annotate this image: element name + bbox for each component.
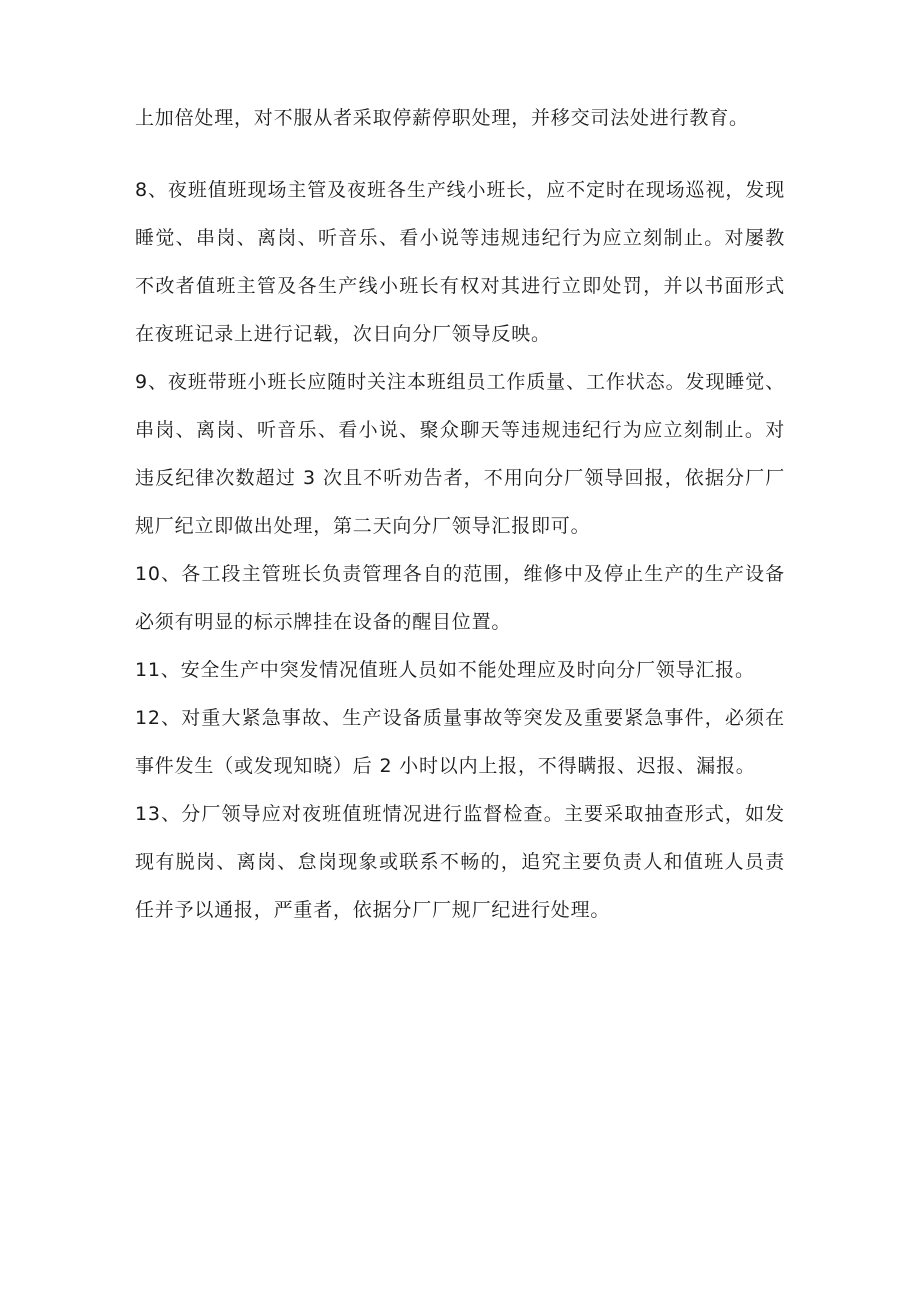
paragraph-continuation: 上加倍处理，对不服从者采取停薪停职处理，并移交司法处进行教育。 [135,107,749,129]
paragraph-item-13: 13、分厂领导应对夜班值班情况进行监督检查。主要采取抽查形式，如发现有脱岗、离岗、怠岗现象或联系不畅的，追究主要负责人和值班人员责任并予以通报，严重者，依据分厂厂规厂纪进行处理。 [135,803,785,921]
paragraph-item-11: 11、安全生产中突发情况值班人员如不能处理应及时向分厂领导汇报。 [135,659,755,681]
paragraph-item-8: 8、夜班值班现场主管及夜班各生产线小班长，应不定时在现场巡视，发现睡觉、串岗、离岗、听音乐、看小说等违规违纪行为应立刻制止。对屡教不改者值班主管及各生产线小班长有权对其进行立即处罚，并以书面形式在夜班记录上进行记载，次日向分厂领导反映。 [135,179,785,345]
paragraph-item-9: 9、夜班带班小班长应随时关注本班组员工作质量、工作状态。发现睡觉、串岗、离岗、听音乐、看小说、聚众聊天等违规违纪行为应立刻制止。对违反纪律次数超过 3 次且不听劝告者，不用向分厂领导回报，依据分厂厂规厂纪立即做出处理，第二天向分厂领导汇报即可。 [135,371,785,537]
document-body [135,94,785,934]
paragraph-item-10: 10、各工段主管班长负责管理各自的范围，维修中及停止生产的生产设备必须有明显的标示牌挂在设备的醒目位置。 [135,563,785,633]
paragraph-item-12: 12、对重大紧急事故、生产设备质量事故等突发及重要紧急事件，必须在事件发生（或发现知晓）后 2 小时以内上报，不得瞒报、迟报、漏报。 [135,707,785,777]
